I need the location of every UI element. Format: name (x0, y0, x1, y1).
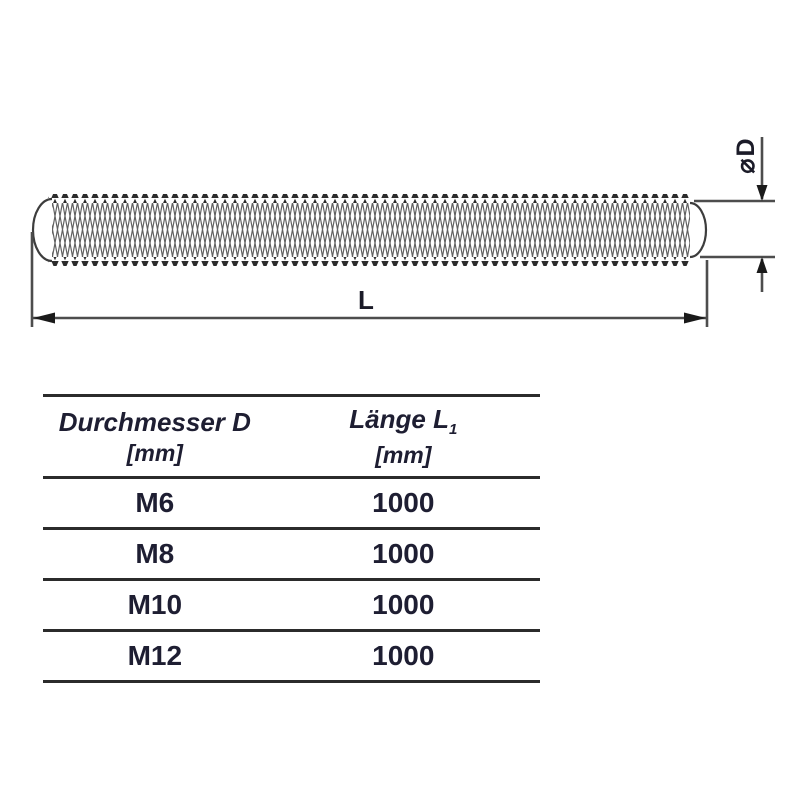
dimensions-table (43, 394, 540, 683)
table-row (43, 581, 540, 632)
diameter-value: M8 (135, 538, 175, 569)
length-value: 1000 (372, 538, 435, 569)
length-value: 1000 (372, 640, 435, 671)
column-title-diameter: Durchmesser D (58, 406, 251, 437)
threaded-rod (33, 194, 706, 266)
diameter-dimension-arrows (757, 185, 768, 273)
diameter-value: M12 (127, 640, 183, 671)
column-unit-length: [mm] (375, 442, 432, 469)
length-subscript: 1 (448, 421, 458, 439)
diameter-value: M10 (127, 589, 183, 620)
table-row (43, 632, 540, 683)
length-value: 1000 (372, 487, 435, 518)
length-dimension-label: L (358, 285, 374, 315)
header-cell-diameter (43, 406, 267, 466)
table-header-row (43, 394, 540, 479)
column-title-length: Länge $L_1$ (349, 403, 458, 439)
threaded-rod-drawing (0, 0, 800, 370)
table-row (43, 479, 540, 530)
header-cell-length (267, 403, 540, 469)
diameter-dimension-label: ⌀D (732, 136, 760, 174)
table-row (43, 530, 540, 581)
diameter-value: M6 (135, 487, 175, 518)
length-value: 1000 (372, 589, 435, 620)
column-unit-diameter: [mm] (126, 439, 183, 466)
rod-and-dimensions-figure (0, 0, 800, 370)
